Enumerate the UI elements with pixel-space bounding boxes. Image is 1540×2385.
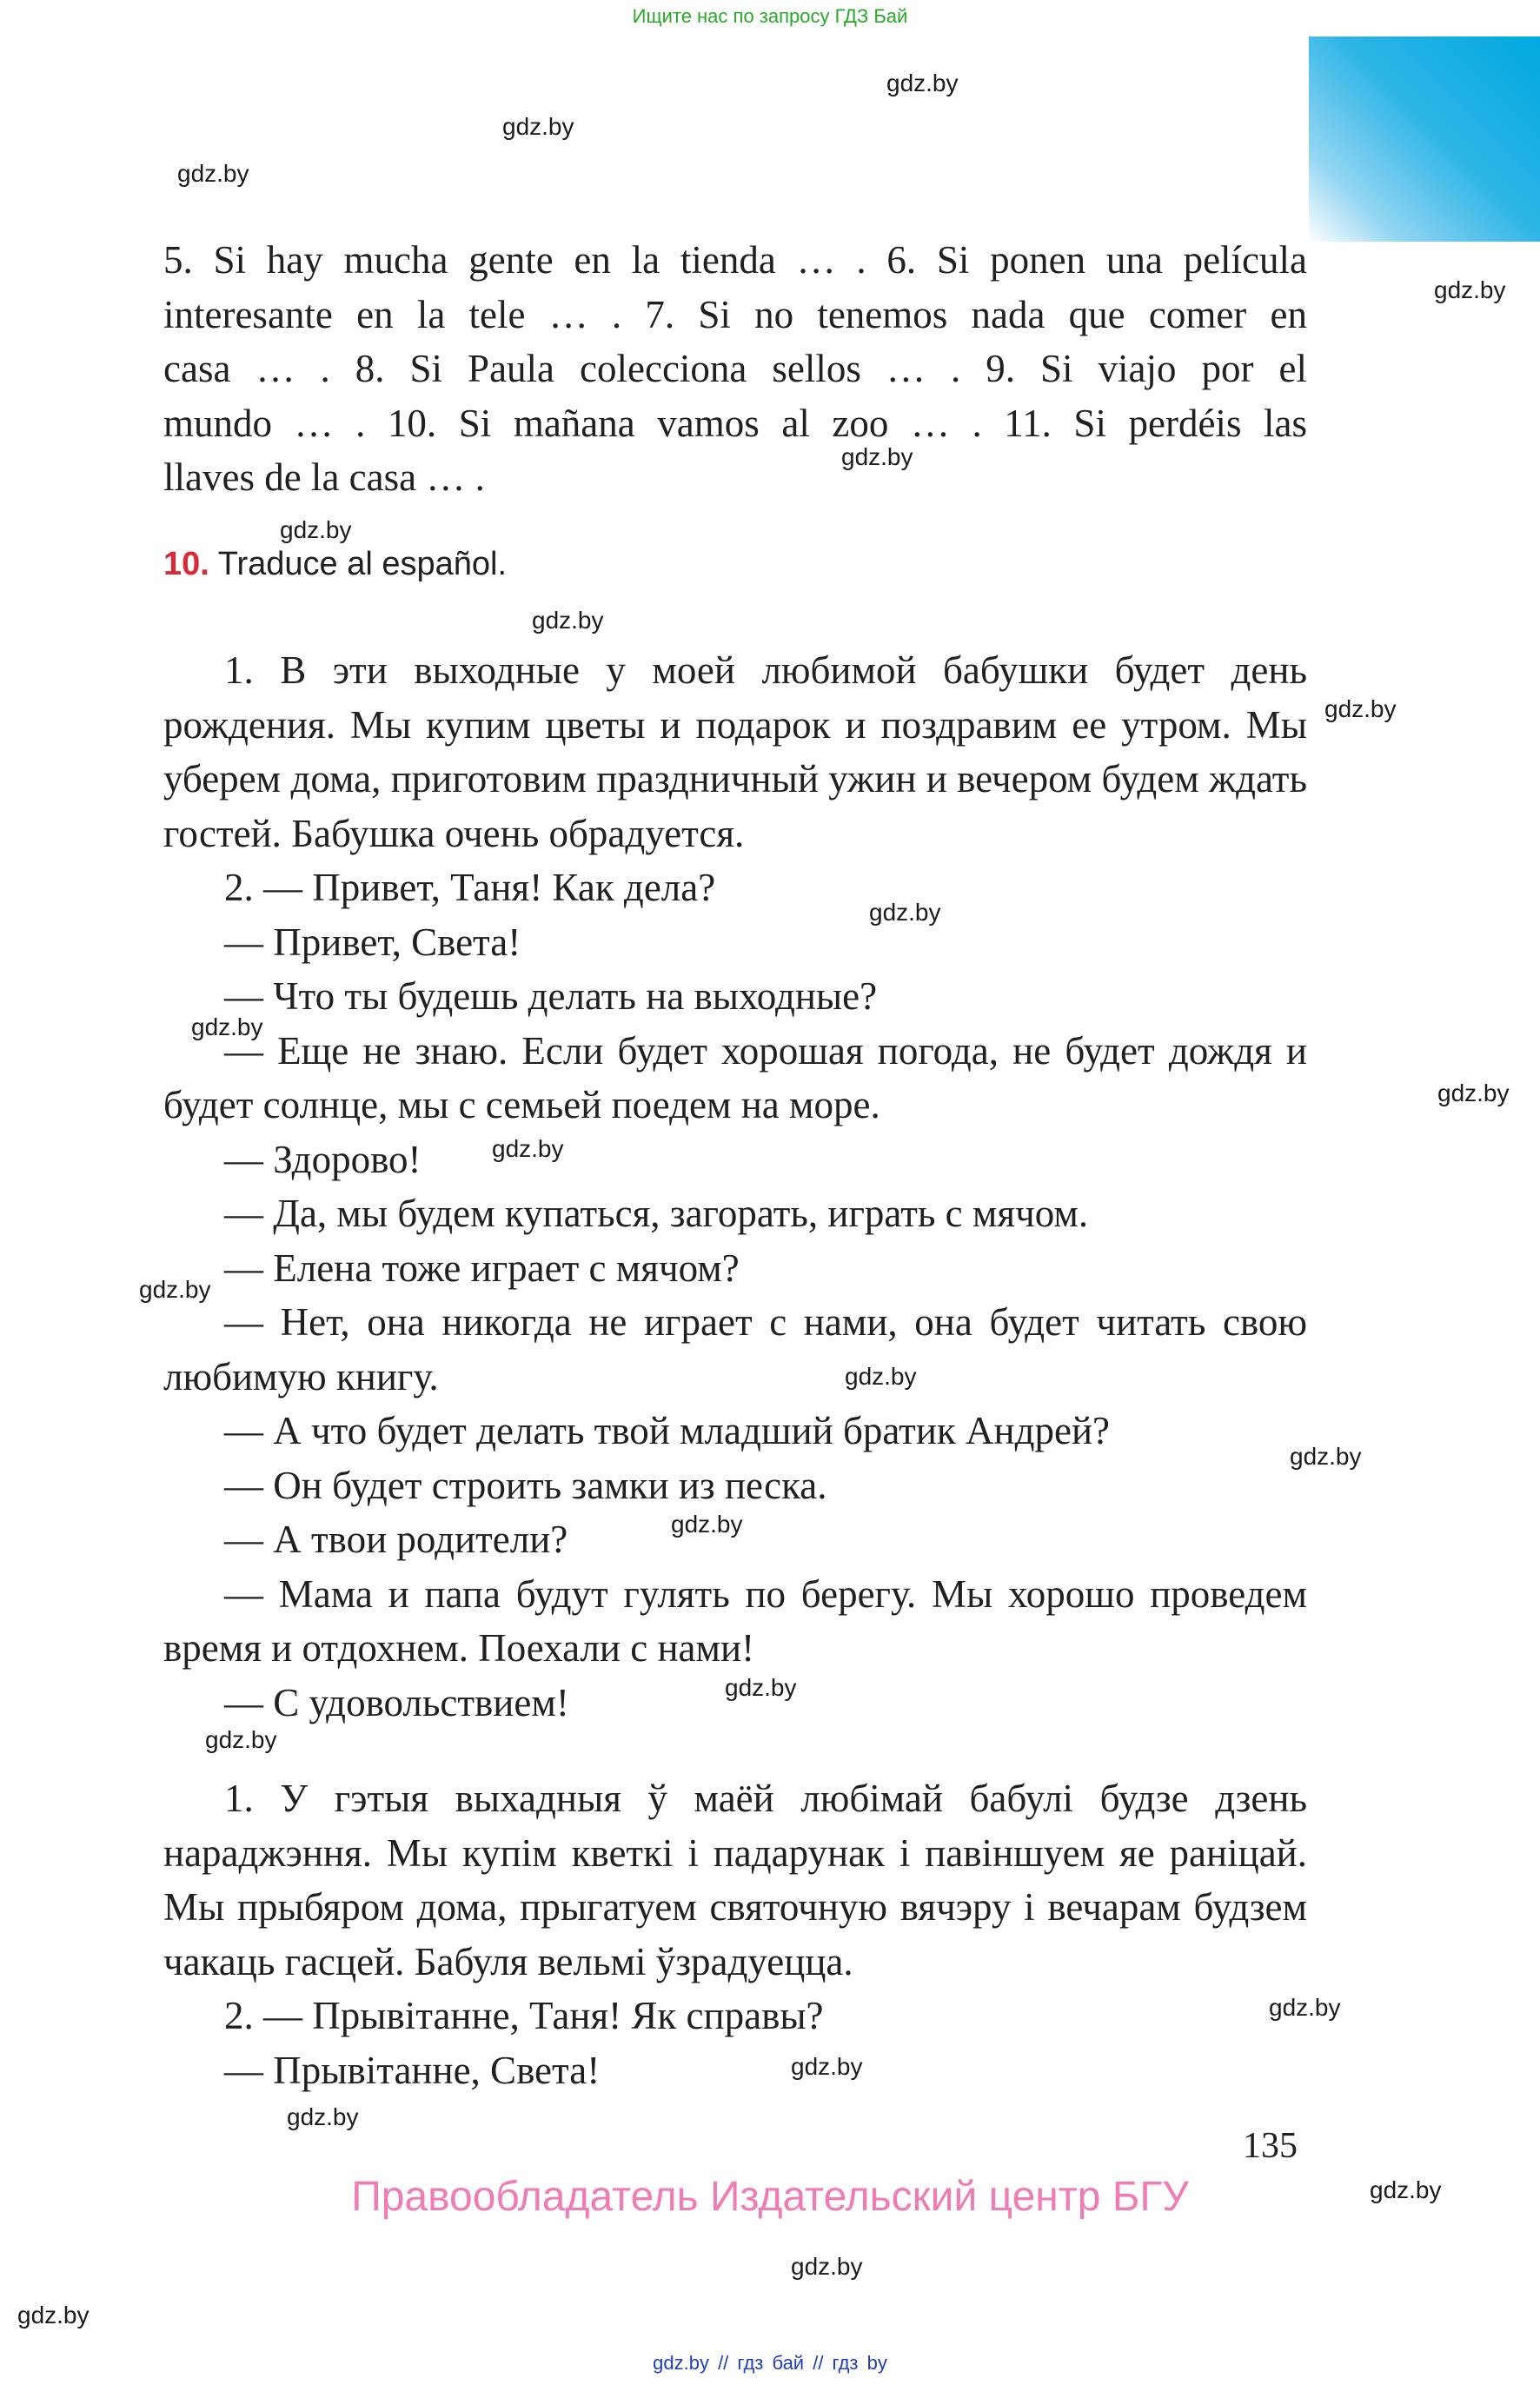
- dialogue-line: — Здорово!: [224, 1137, 422, 1181]
- watermark: gdz.by: [17, 2302, 90, 2329]
- dialogue-line: — Он будет строить замки из песка.: [224, 1463, 827, 1507]
- dialogue-line: — Мама и папа будут гулять по берегу. Мы хорошо проведем время и отдохнем. Поехали с нами!: [163, 1571, 1307, 1670]
- watermark: gdz.by: [671, 1511, 743, 1538]
- text-line: casa … . 8. Si Paula colecciona sellos … . 9. Si viajo por el: [163, 347, 1307, 390]
- watermark: gdz.by: [886, 70, 959, 96]
- dialogue-line: — А что будет делать твой младший братик Андрей?: [224, 1409, 1111, 1452]
- text-line: interesante en la tele … . 7. Si no tenemos nada que comer en: [163, 292, 1307, 336]
- watermark: gdz.by: [845, 1363, 917, 1390]
- belarusian-text: [163, 1771, 1307, 2097]
- exercise-heading: [163, 546, 507, 583]
- watermark: gdz.by: [725, 1674, 797, 1701]
- exercise-number: 10.: [163, 546, 209, 582]
- footer-links[interactable]: gdz.by // гдз бай // гдз by: [653, 2352, 887, 2374]
- paragraph: 1. У гэтыя выхадныя ў маёй любімай бабулі будзе дзень нараджэння. Мы купім кветкі і падарунак і павіншуем яе раніцай. Мы прыбяром дома, прыгатуем святочную вячэру і вечарам будзем чакаць гасцей. Бабуля вельмі ўзрадуецца.: [163, 1777, 1307, 1983]
- corner-decoration: [1309, 37, 1540, 242]
- text-line: 5. Si hay mucha gente en la tienda … . 6. Si ponen una película: [163, 238, 1307, 282]
- watermark: gdz.by: [1434, 276, 1506, 303]
- watermark: gdz.by: [492, 1135, 564, 1162]
- publisher-notice: Правообладатель Издательский центр БГУ: [351, 2174, 1189, 2220]
- exercise-instruction: Traduce al español.: [217, 546, 508, 582]
- dialogue-line: 2. — Привет, Таня! Как дела?: [224, 866, 716, 909]
- watermark: gdz.by: [1290, 1443, 1362, 1470]
- russian-text: [163, 643, 1307, 1730]
- watermark: gdz.by: [280, 516, 352, 543]
- dialogue-line: — Нет, она никогда не играет с нами, она будет читать свою любимую книгу.: [163, 1300, 1307, 1398]
- watermark: gdz.by: [287, 2103, 359, 2130]
- dialogue-line: — Что ты будешь делать на выходные?: [224, 974, 878, 1018]
- dialogue-line: — Еще не знаю. Если будет хорошая погода, не будет дождя и будет солнце, мы с семьей поедем на море.: [163, 1028, 1307, 1126]
- watermark: gdz.by: [869, 899, 941, 926]
- text-line: mundo … . 10. Si mañana vamos al zoo … . 11. Si perdéis las: [163, 401, 1307, 445]
- dialogue-line: — С удовольствием!: [224, 1680, 569, 1724]
- watermark: gdz.by: [1269, 1994, 1341, 2021]
- dialogue-line: — Прывітанне, Света!: [224, 2048, 601, 2092]
- dialogue-line: — А твои родители?: [224, 1518, 568, 1561]
- watermark: gdz.by: [841, 443, 913, 470]
- watermark: gdz.by: [191, 1013, 263, 1040]
- watermark: gdz.by: [1370, 2176, 1442, 2203]
- dialogue-line: — Да, мы будем купаться, загорать, играть с мячом.: [224, 1192, 1089, 1235]
- watermark: gdz.by: [502, 113, 574, 140]
- header-search-link[interactable]: Ищите нас по запросу ГДЗ Бай: [632, 5, 908, 27]
- watermark: gdz.by: [139, 1276, 211, 1303]
- watermark: gdz.by: [177, 160, 249, 187]
- text-line: llaves de la casa … .: [163, 455, 485, 499]
- watermark: gdz.by: [791, 2053, 863, 2080]
- page-number: 135: [1243, 2126, 1298, 2166]
- spanish-exercise-text: [163, 233, 1307, 505]
- watermark: gdz.by: [1437, 1080, 1510, 1106]
- watermark: gdz.by: [1324, 695, 1397, 722]
- dialogue-line: — Елена тоже играет с мячом?: [224, 1246, 740, 1290]
- watermark: gdz.by: [205, 1726, 277, 1753]
- dialogue-line: 2. — Прывітанне, Таня! Як справы?: [224, 1994, 824, 2037]
- watermark: gdz.by: [532, 607, 604, 634]
- watermark: gdz.by: [791, 2253, 863, 2280]
- paragraph: 1. В эти выходные у моей любимой бабушки будет день рождения. Мы купим цветы и подарок и поздравим ее утром. Мы уберем дома, приготовим праздничный ужин и вечером будем ждать гостей. Бабушка очень обрадуется.: [163, 648, 1307, 855]
- dialogue-line: — Привет, Света!: [224, 920, 521, 964]
